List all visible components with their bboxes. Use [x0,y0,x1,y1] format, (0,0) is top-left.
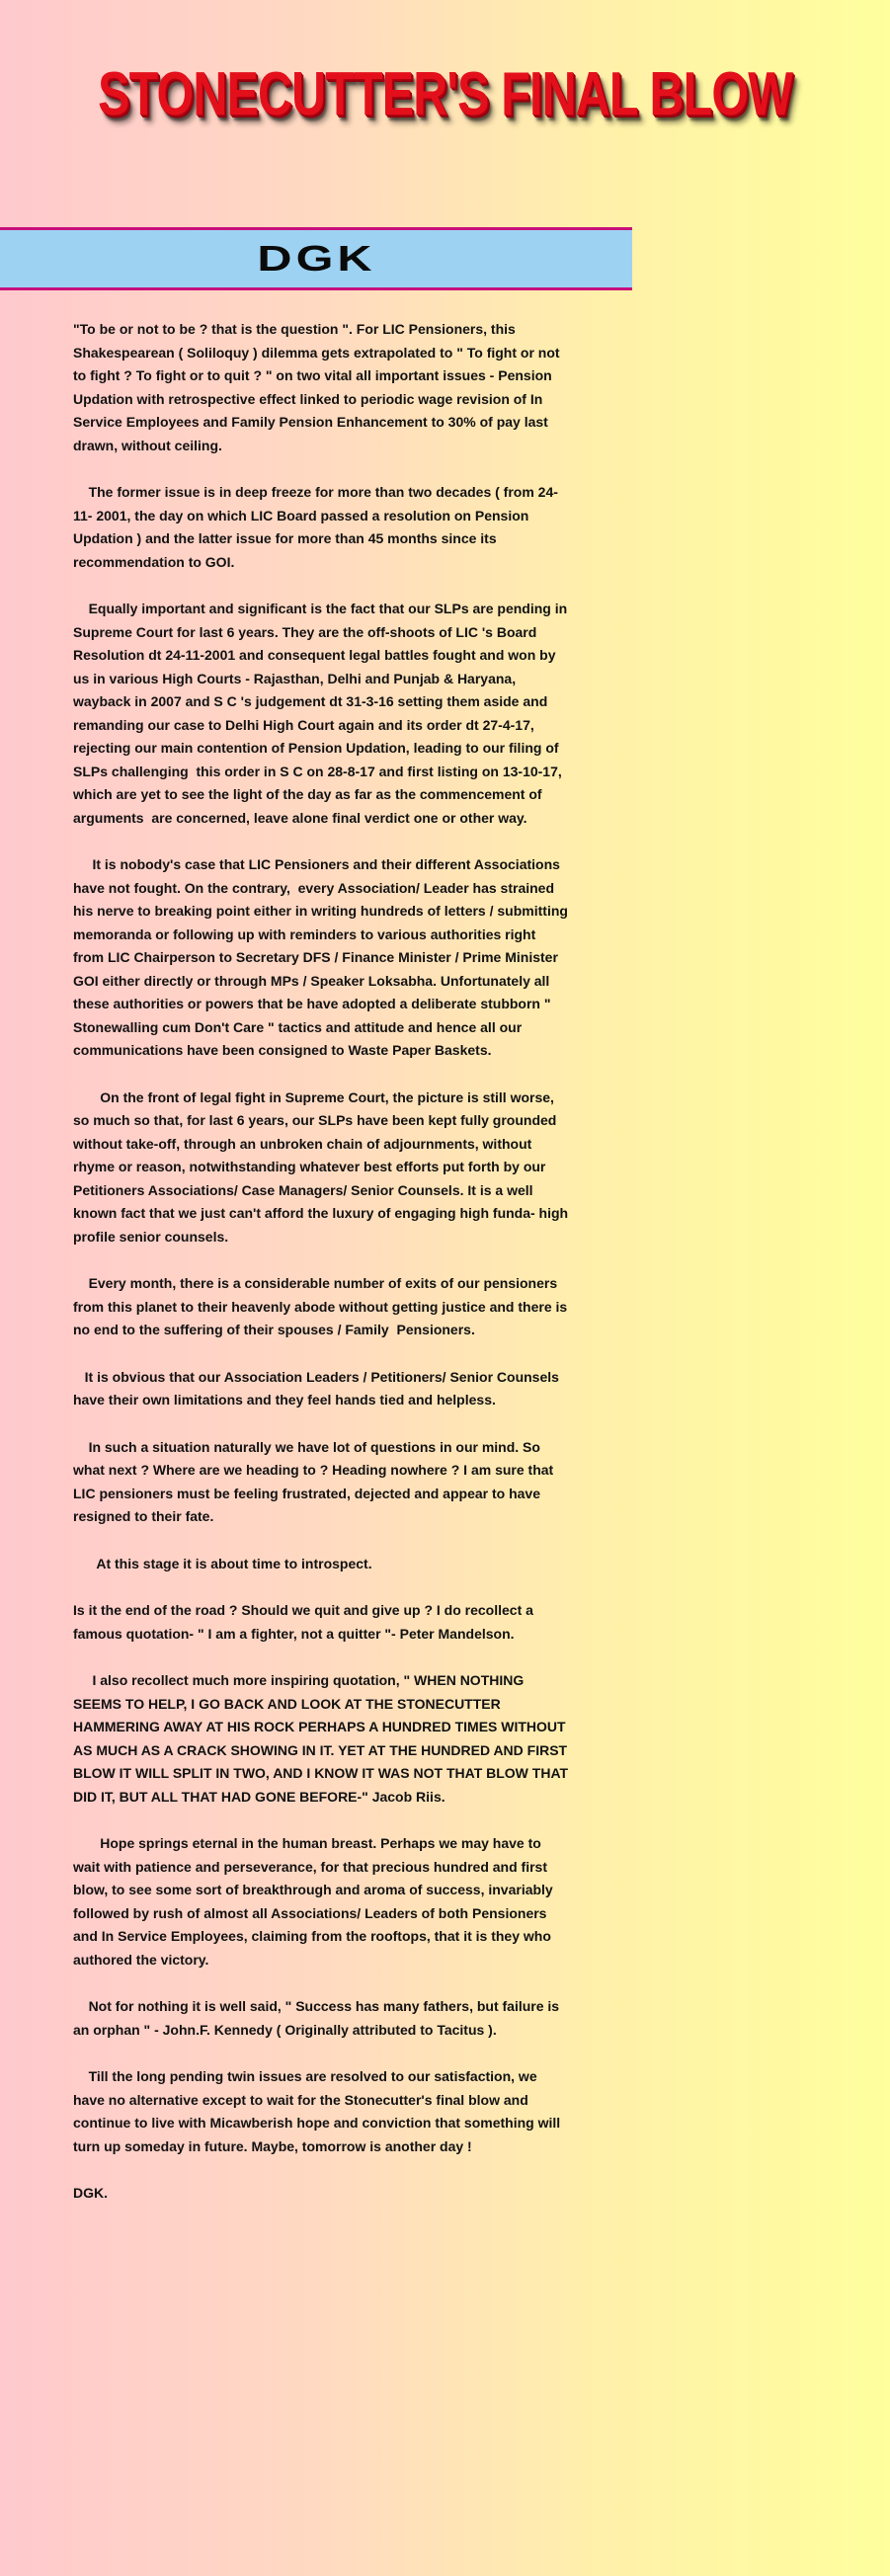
paragraph-14: Till the long pending twin issues are resolved to our satisfaction, we have no alternative except to wait for the Stonecutter's final blow and continue to live with Micawberish hope and conviction that something will turn up someday in future. Maybe, tomorrow is another day ! [73,2068,565,2154]
article-body [73,318,572,2206]
paragraph-2: The former issue is in deep freeze for more than two decades ( from 24-11- 2001, the day on which LIC Board passed a resolution on Pension Updation ) and the latter issue for more than 45 months since its recommendation to GOI. [73,484,558,570]
paragraph-6: Every month, there is a considerable number of exits of our pensioners from this planet to their heavenly abode without getting justice and there is no end to the suffering of their spouses / Family Pensioners. [73,1275,572,1337]
paragraph-13: Not for nothing it is well said, " Success has many fathers, but failure is an orphan " - John.F. Kennedy ( Originally attributed to Tacitus ). [73,1998,563,2038]
paragraph-9: At this stage it is about time to introspect. [73,1555,372,1571]
author-banner-text: DGK [256,238,376,279]
paragraph-7: It is obvious that our Association Leaders / Petitioners/ Senior Counsels have their own limitations and they feel hands tied and helpless. [73,1368,563,1408]
paragraph-4: It is nobody's case that LIC Pensioners and their different Associations have not fought. On the contrary, every Association/ Leader has strained his nerve to breaking point either in writing hundreds of letters / submitting memoranda or following up with reminders to various authorities right from LIC Chairperson to Secretary DFS / Finance Minister / Prime Minister GOI either directly or through MPs / Speaker Loksabha. Unfortunately all these authorities or powers that be have adopted a deliberate stubborn " Stonewalling cum Don't Care " tactics and attitude and hence all our communications have been consigned to Waste Paper Baskets. [73,856,572,1058]
paragraph-12: Hope springs eternal in the human breast. Perhaps we may have to wait with patience and perseverance, for that precious hundred and first blow, to see some sort of breakthrough and aroma of success, invariably followed by rush of almost all Associations/ Leaders of both Pensioners and In Service Employees, claiming from the rooftops, that it is they who authored the victory. [73,1835,557,1968]
signature: DGK. [73,2185,108,2201]
author-banner [0,227,632,290]
paragraph-1: "To be or not to be ? that is the question ". For LIC Pensioners, this Shakespearean ( Soliloquy ) dilemma gets extrapolated to " To fight or not to fight ? To fight or to quit ? " on two vital all important issues - Pension Updation with retrospective effect linked to periodic wage revision of In Service Employees and Family Pension Enhancement to 30% of pay last drawn, without ceiling. [73,321,564,453]
page-title: STONECUTTER'S FINAL BLOW [98,60,793,128]
paragraph-8: In such a situation naturally we have lot of questions in our mind. So what next ? Where are we heading to ? Heading nowhere ? I am sure that LIC pensioners must be feeling frustrated, dejected and appear to have resigned to their fate. [73,1438,558,1524]
title-block [0,59,793,129]
paragraph-11: I also recollect much more inspiring quotation, " WHEN NOTHING SEEMS TO HELP, I GO BACK AND LOOK AT THE STONECUTTER HAMMERING AWAY AT HIS ROCK PERHAPS A HUNDRED TIMES WITHOUT AS MUCH AS A CRACK SHOWING IN IT. YET AT THE HUNDRED AND FIRST BLOW IT WILL SPLIT IN TWO, AND I KNOW IT WAS NOT THAT BLOW THAT DID IT, BUT ALL THAT HAD GONE BEFORE-" Jacob Riis. [73,1672,572,1805]
paragraph-5: On the front of legal fight in Supreme Court, the picture is still worse, so much so that, for last 6 years, our SLPs have been kept fully grounded without take-off, through an unbroken chain of adjournments, without rhyme or reason, notwithstanding whatever best efforts put forth by our Petitioners Associations/ Case Managers/ Senior Counsels. It is a well known fact that we just can't afford the luxury of engaging high funda- high profile senior counsels. [73,1088,572,1245]
paragraph-10: Is it the end of the road ? Should we quit and give up ? I do recollect a famous quotation- " I am a fighter, not a quitter "- Peter Mandelson. [73,1602,537,1642]
paragraph-3: Equally important and significant is the fact that our SLPs are pending in Supreme Court for last 6 years. They are the off-shoots of LIC 's Board Resolution dt 24-11-2001 and consequent legal battles fought and won by us in various High Courts - Rajasthan, Delhi and Punjab & Haryana, wayback in 2007 and S C 's judgement dt 31-3-16 setting them aside and remanding our case to Delhi High Court again and its order dt 27-4-17, rejecting our main contention of Pension Updation, leading to our filing of SLPs challenging this order in S C on 28-8-17 and first listing on 13-10-17, which are yet to see the light of the day as far as the commencement of arguments are concerned, leave alone final verdict one or other way. [73,601,572,826]
